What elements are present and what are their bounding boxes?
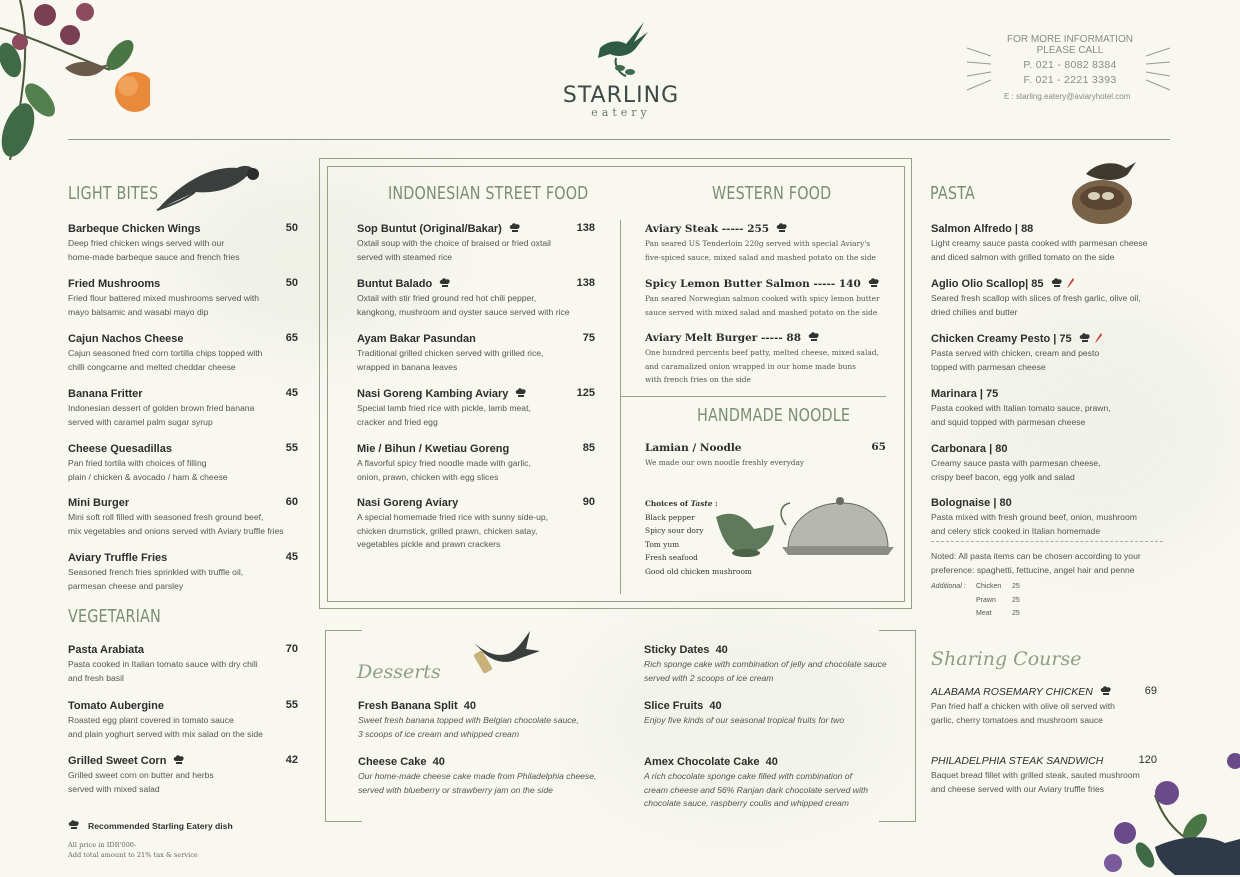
item-price: 75: [582, 332, 595, 344]
choice-item: Good old chicken mushroom: [645, 566, 752, 576]
item-name: Chicken Creamy Pesto | 75: [931, 333, 1072, 345]
item-name: Aviary Truffle Fries: [68, 552, 168, 564]
flower-bird-illustration: [1095, 735, 1240, 877]
choices-taste: Taste: [690, 499, 713, 508]
item-description: Special lamb fried rice with pickle, lamb meat, cracker and fried egg: [357, 403, 531, 427]
item-name: Slice Fruits: [644, 700, 704, 712]
chef-hat-icon: [509, 223, 521, 233]
western-title: WESTERN FOOD: [712, 184, 832, 204]
item-description: Sweet fresh banana topped with Belgian chocolate sauce, 3 scoops of ice cream and whipped cream: [358, 715, 579, 739]
item-description: Pan seared Norwegian salmon cooked with spicy lemon butter sauce served with mixed salad and mashed potato on the side: [645, 294, 880, 317]
tax-note: [68, 840, 198, 860]
item-description: Pasta served with chicken, cream and pesto topped with parmesan cheese: [931, 348, 1100, 372]
menu-item[interactable]: [931, 387, 1166, 429]
contact-email[interactable]: E : starling.eatery@aviaryhotel.com: [1004, 92, 1131, 101]
header-divider: [68, 139, 1170, 140]
item-description: Seared fresh scallop with slices of fresh garlic, olive oil, dried chilies and butter: [931, 293, 1141, 317]
additional-label: Additional :: [931, 583, 966, 590]
choice-item: Black pepper: [645, 512, 695, 522]
desserts-title: Desserts: [357, 661, 441, 683]
dessert-item[interactable]: [644, 699, 904, 728]
pasta-title: PASTA: [930, 184, 975, 204]
chili-icon: [1094, 333, 1103, 343]
item-description: Seasoned french fries sprinkled with truffle oil, parmesan cheese and parsley: [68, 567, 244, 591]
chef-hat-icon: [1079, 333, 1091, 343]
item-name: ALABAMA ROSEMARY CHICKEN: [931, 686, 1093, 698]
item-description: A flavorful spicy fried noodle made with garlic, onion, prawn, chicken with egg slices: [357, 458, 531, 482]
item-name: Mini Burger: [68, 497, 130, 509]
item-price: 69: [1144, 685, 1157, 697]
menu-item[interactable]: [931, 277, 1166, 319]
additional-name: Chicken: [976, 583, 1002, 590]
dessert-item[interactable]: [358, 699, 603, 741]
chef-hat-icon: [868, 278, 880, 288]
item-description: Roasted egg plant covered in tomato sauce and plain yoghurt served with mix salad on the side: [68, 715, 263, 739]
item-price: 40: [432, 756, 445, 768]
bird-logo-icon: [590, 18, 652, 80]
item-description: Oxtail soup with the choice of braised or fried oxtail served with steamed rice: [357, 238, 551, 262]
item-description: A special homemade fried rice with sunny side-up, chicken drumstick, grilled prawn, chicken satay, vegetables pickle and prawn crackers: [357, 512, 549, 549]
contact-fax: F. 021 - 2221 3393: [1023, 74, 1117, 86]
item-description: Pasta cooked in Italian tomato sauce with dry chili and fresh basil: [68, 659, 258, 683]
item-description: Pan fried half a chicken with olive oil served with garlic, cherry tomatoes and mushroom sauce: [931, 701, 1115, 725]
item-name: Mie / Bihun / Kwetiau Goreng: [357, 443, 510, 455]
item-price: 40: [463, 700, 477, 712]
item-description: Creamy sauce pasta with parmesan cheese, crispy beef bacon, egg yolk and salad: [931, 458, 1101, 482]
item-description: Indonesian dessert of golden brown fried banana served with caramel palm sugar syrup: [68, 403, 255, 427]
item-description: Pasta cooked with Italian tomato sauce, prawn, and squid topped with parmesan cheese: [931, 403, 1111, 427]
menu-item[interactable]: [68, 496, 298, 538]
item-name: Sticky Dates: [644, 644, 710, 656]
item-name: Marinara | 75: [931, 388, 999, 400]
item-name: Grilled Sweet Corn: [68, 755, 167, 767]
item-description: Pan seared US Tenderloin 220g served with special Aviary's five-spiced sauce, mixed salad and mashed potato on the side: [645, 239, 876, 262]
menu-item[interactable]: [68, 754, 298, 796]
item-description: Light creamy sauce pasta cooked with parmesan cheese and diced salmon with grilled tomato on the side: [931, 238, 1148, 262]
chef-hat-icon: [1051, 278, 1063, 288]
additional-name: Meat: [976, 610, 992, 617]
item-price: 50: [285, 277, 298, 289]
item-description: Pan fried tortila with choices of filling plain / chicken & avocado / ham & cheese: [68, 458, 228, 482]
dessert-item[interactable]: [644, 643, 904, 685]
indonesian-title: INDONESIAN STREET FOOD: [388, 184, 589, 204]
item-description: Pasta mixed with fresh ground beef, onion, mushroom and celery stick cooked in Italian homemade: [931, 512, 1137, 536]
item-description: Cajun seasoned fried corn tortilla chips topped with chilli congcarne and melted cheddar cheese: [68, 348, 263, 372]
legend-text: Recommended Starling Eatery dish: [88, 821, 233, 831]
item-description: Deep fried chicken wings served with our home-made barbeque sauce and french fries: [68, 238, 240, 262]
tax-note-line-2: Add total amount to 21% tax & service: [68, 851, 198, 859]
dessert-item[interactable]: [644, 755, 904, 811]
menu-item[interactable]: [357, 387, 595, 429]
menu-item[interactable]: [68, 699, 298, 741]
item-name: Aviary Melt Burger ----- 88: [645, 332, 802, 344]
item-description: Enjoy five kinds of our seasonal tropical fruits for two: [644, 715, 845, 725]
item-name: Carbonara | 80: [931, 443, 1008, 455]
item-price: 45: [285, 551, 298, 563]
chef-hat-icon: [439, 278, 451, 288]
menu-item[interactable]: [357, 496, 595, 552]
item-name: Buntut Balado: [357, 278, 433, 290]
item-name: Fresh Banana Split: [358, 700, 458, 712]
pasta-note-divider: [931, 541, 1163, 542]
item-name: Barbeque Chicken Wings: [68, 223, 201, 235]
item-price: 125: [576, 387, 595, 399]
item-price: 60: [285, 496, 298, 508]
contact-line-2: PLEASE CALL: [1036, 45, 1104, 56]
menu-item[interactable]: [357, 277, 595, 319]
menu-item[interactable]: [68, 277, 298, 319]
item-name: Tomato Aubergine: [68, 700, 164, 712]
brand-subtitle: eatery: [591, 106, 651, 119]
chef-hat-icon: [173, 755, 185, 765]
item-description: Oxtail with stir fried ground red hot chili pepper, kangkong, mushroom and oyster sauce served with rice: [357, 293, 570, 317]
additional-price: 25: [1012, 596, 1020, 604]
item-price: 50: [285, 222, 298, 234]
light-bites-title: LIGHT BITES: [68, 184, 159, 204]
menu-item[interactable]: [931, 496, 1166, 538]
contact-line-1: FOR MORE INFORMATION: [1007, 34, 1133, 45]
item-price: 40: [709, 700, 722, 712]
menu-item[interactable]: [68, 332, 298, 374]
brand-name: STARLING: [562, 83, 680, 108]
item-price: 55: [285, 442, 298, 454]
recommended-legend: [68, 820, 233, 831]
item-name: Nasi Goreng Aviary: [357, 497, 459, 509]
item-price: 40: [715, 644, 728, 656]
item-description: We made our own noodle freshly everyday: [645, 458, 805, 467]
item-name: PHILADELPHIA STEAK SANDWICH: [931, 755, 1104, 767]
item-name: Cheese Cake: [358, 756, 427, 768]
menu-item[interactable]: [645, 331, 890, 387]
item-price: 55: [285, 699, 298, 711]
chef-hat-icon: [776, 223, 788, 233]
item-description: Rich sponge cake with combination of jelly and chocolate sauce served with 2 scoops of ice cream: [644, 659, 887, 683]
item-name: Pasta Arabiata: [68, 644, 145, 656]
item-price: 90: [582, 496, 595, 508]
item-price: 138: [576, 277, 595, 289]
item-name: Aglio Olio Scallop| 85: [931, 278, 1044, 290]
choice-item: Tom yum: [645, 539, 680, 549]
menu-item[interactable]: [357, 442, 595, 484]
additional-price: 25: [1012, 583, 1020, 590]
noodle-choices: Choices of Taste : Black pepper Spicy sour dory Tom yum Fresh seafood Good old chicken mushroom: [645, 497, 752, 578]
chef-hat-icon: [68, 820, 80, 830]
item-description: Our home-made cheese cake made from Philadelphia cheese, served with blueberry or strawberry jam on the side: [358, 771, 597, 795]
vegetarian-title: VEGETARIAN: [68, 607, 161, 627]
item-price: 70: [285, 643, 298, 655]
item-price: 65: [285, 332, 298, 344]
item-name: Spicy Lemon Butter Salmon ----- 140: [645, 278, 861, 290]
swallow-illustration: [155, 148, 265, 218]
botanical-illustration: [0, 0, 150, 170]
sharing-item[interactable]: [931, 685, 1157, 727]
item-price: 40: [765, 756, 778, 768]
item-name: Bolognaise | 80: [931, 497, 1012, 509]
chef-hat-icon: [515, 388, 527, 398]
item-name: Cajun Nachos Cheese: [68, 333, 184, 345]
menu-item[interactable]: [931, 442, 1166, 484]
item-description: Fried flour battered mixed mushrooms served with mayo balsamic and wasabi mayo dip: [68, 293, 260, 317]
item-description: Mini soft roll filled with seasoned fresh ground beef, mix vegetables and onions served with Aviary truffle fries: [68, 512, 284, 536]
menu-item[interactable]: [645, 441, 886, 470]
sharing-course-title: Sharing Course: [931, 648, 1082, 670]
item-name: Ayam Bakar Pasundan: [357, 333, 476, 345]
tax-note-line-1: All price in IDR'000-: [68, 841, 137, 849]
item-name: Cheese Quesadillas: [68, 443, 172, 455]
item-description: Grilled sweet corn on butter and herbs served with mixed salad: [68, 770, 214, 794]
item-name: Aviary Steak ----- 255: [645, 223, 770, 235]
swallow-illustration: [470, 627, 542, 677]
chili-icon: [1066, 278, 1075, 288]
chef-hat-icon: [1100, 686, 1112, 696]
pasta-additional: [931, 580, 1020, 621]
item-description: Traditional grilled chicken served with grilled rice, wrapped in banana leaves: [357, 348, 544, 372]
item-name: Lamian / Noodle: [645, 442, 742, 454]
item-description: Baquet bread fillet with grilled steak, sauted mushroom and cheese served with our Aviary truffle fries: [931, 770, 1140, 794]
chef-hat-icon: [808, 332, 820, 342]
item-price: 42: [285, 754, 298, 766]
item-name: Nasi Goreng Kambing Aviary: [357, 388, 509, 400]
menu-item[interactable]: [68, 442, 298, 484]
menu-item[interactable]: [68, 222, 298, 264]
menu-item[interactable]: [357, 332, 595, 374]
additional-name: Prawn: [976, 596, 996, 604]
menu-item[interactable]: [645, 222, 890, 264]
dessert-item[interactable]: [358, 755, 618, 797]
menu-item[interactable]: [68, 643, 298, 685]
menu-item[interactable]: [931, 222, 1166, 264]
choice-item: Fresh seafood: [645, 553, 698, 562]
choice-item: Spicy sour dory: [645, 526, 704, 535]
pasta-note: Noted: All pasta items can be chosen according to your preference: spaghetti, fettucine, angel hair and penne: [931, 551, 1141, 575]
menu-item[interactable]: [357, 222, 595, 264]
item-price: 45: [285, 387, 298, 399]
center-frame-divider: [621, 396, 886, 397]
choices-label: Choices of: [645, 499, 689, 508]
center-frame-divider: [620, 220, 621, 594]
item-price: 138: [576, 222, 595, 234]
menu-item[interactable]: [931, 332, 1166, 374]
contact-info: [990, 34, 1150, 102]
item-name: Salmon Alfredo | 88: [931, 223, 1034, 235]
serving-dish-illustration: [712, 495, 894, 565]
handmade-noodle-title: HANDMADE NOODLE: [697, 406, 851, 426]
bird-nest-illustration: [1066, 152, 1140, 232]
additional-price: 25: [1012, 610, 1020, 617]
item-name: Amex Chocolate Cake: [644, 756, 760, 768]
item-description: A rich chocolate sponge cake filled with combination of cream cheese and 56% Ranjan dark chocolate served with chocolate sauce, raspberry coulis and whipped cream: [644, 771, 869, 808]
menu-item[interactable]: [68, 387, 298, 429]
item-name: Banana Fritter: [68, 388, 143, 400]
item-price: 65: [871, 441, 886, 453]
menu-item[interactable]: [68, 551, 298, 593]
item-price: 120: [1138, 754, 1157, 766]
desserts-frame-left: [325, 630, 362, 822]
item-description: One hundred percents beef patty, melted cheese, mixed salad, and caramalized onion wrapped in our home made buns with french fries on the side: [645, 348, 879, 384]
item-name: Sop Buntut (Original/Bakar): [357, 223, 502, 235]
menu-item[interactable]: [645, 277, 890, 319]
contact-phone[interactable]: P. 021 - 8082 8384: [1023, 59, 1117, 71]
brand-logo: [548, 18, 694, 119]
item-price: 85: [582, 442, 595, 454]
item-name: Fried Mushrooms: [68, 278, 161, 290]
